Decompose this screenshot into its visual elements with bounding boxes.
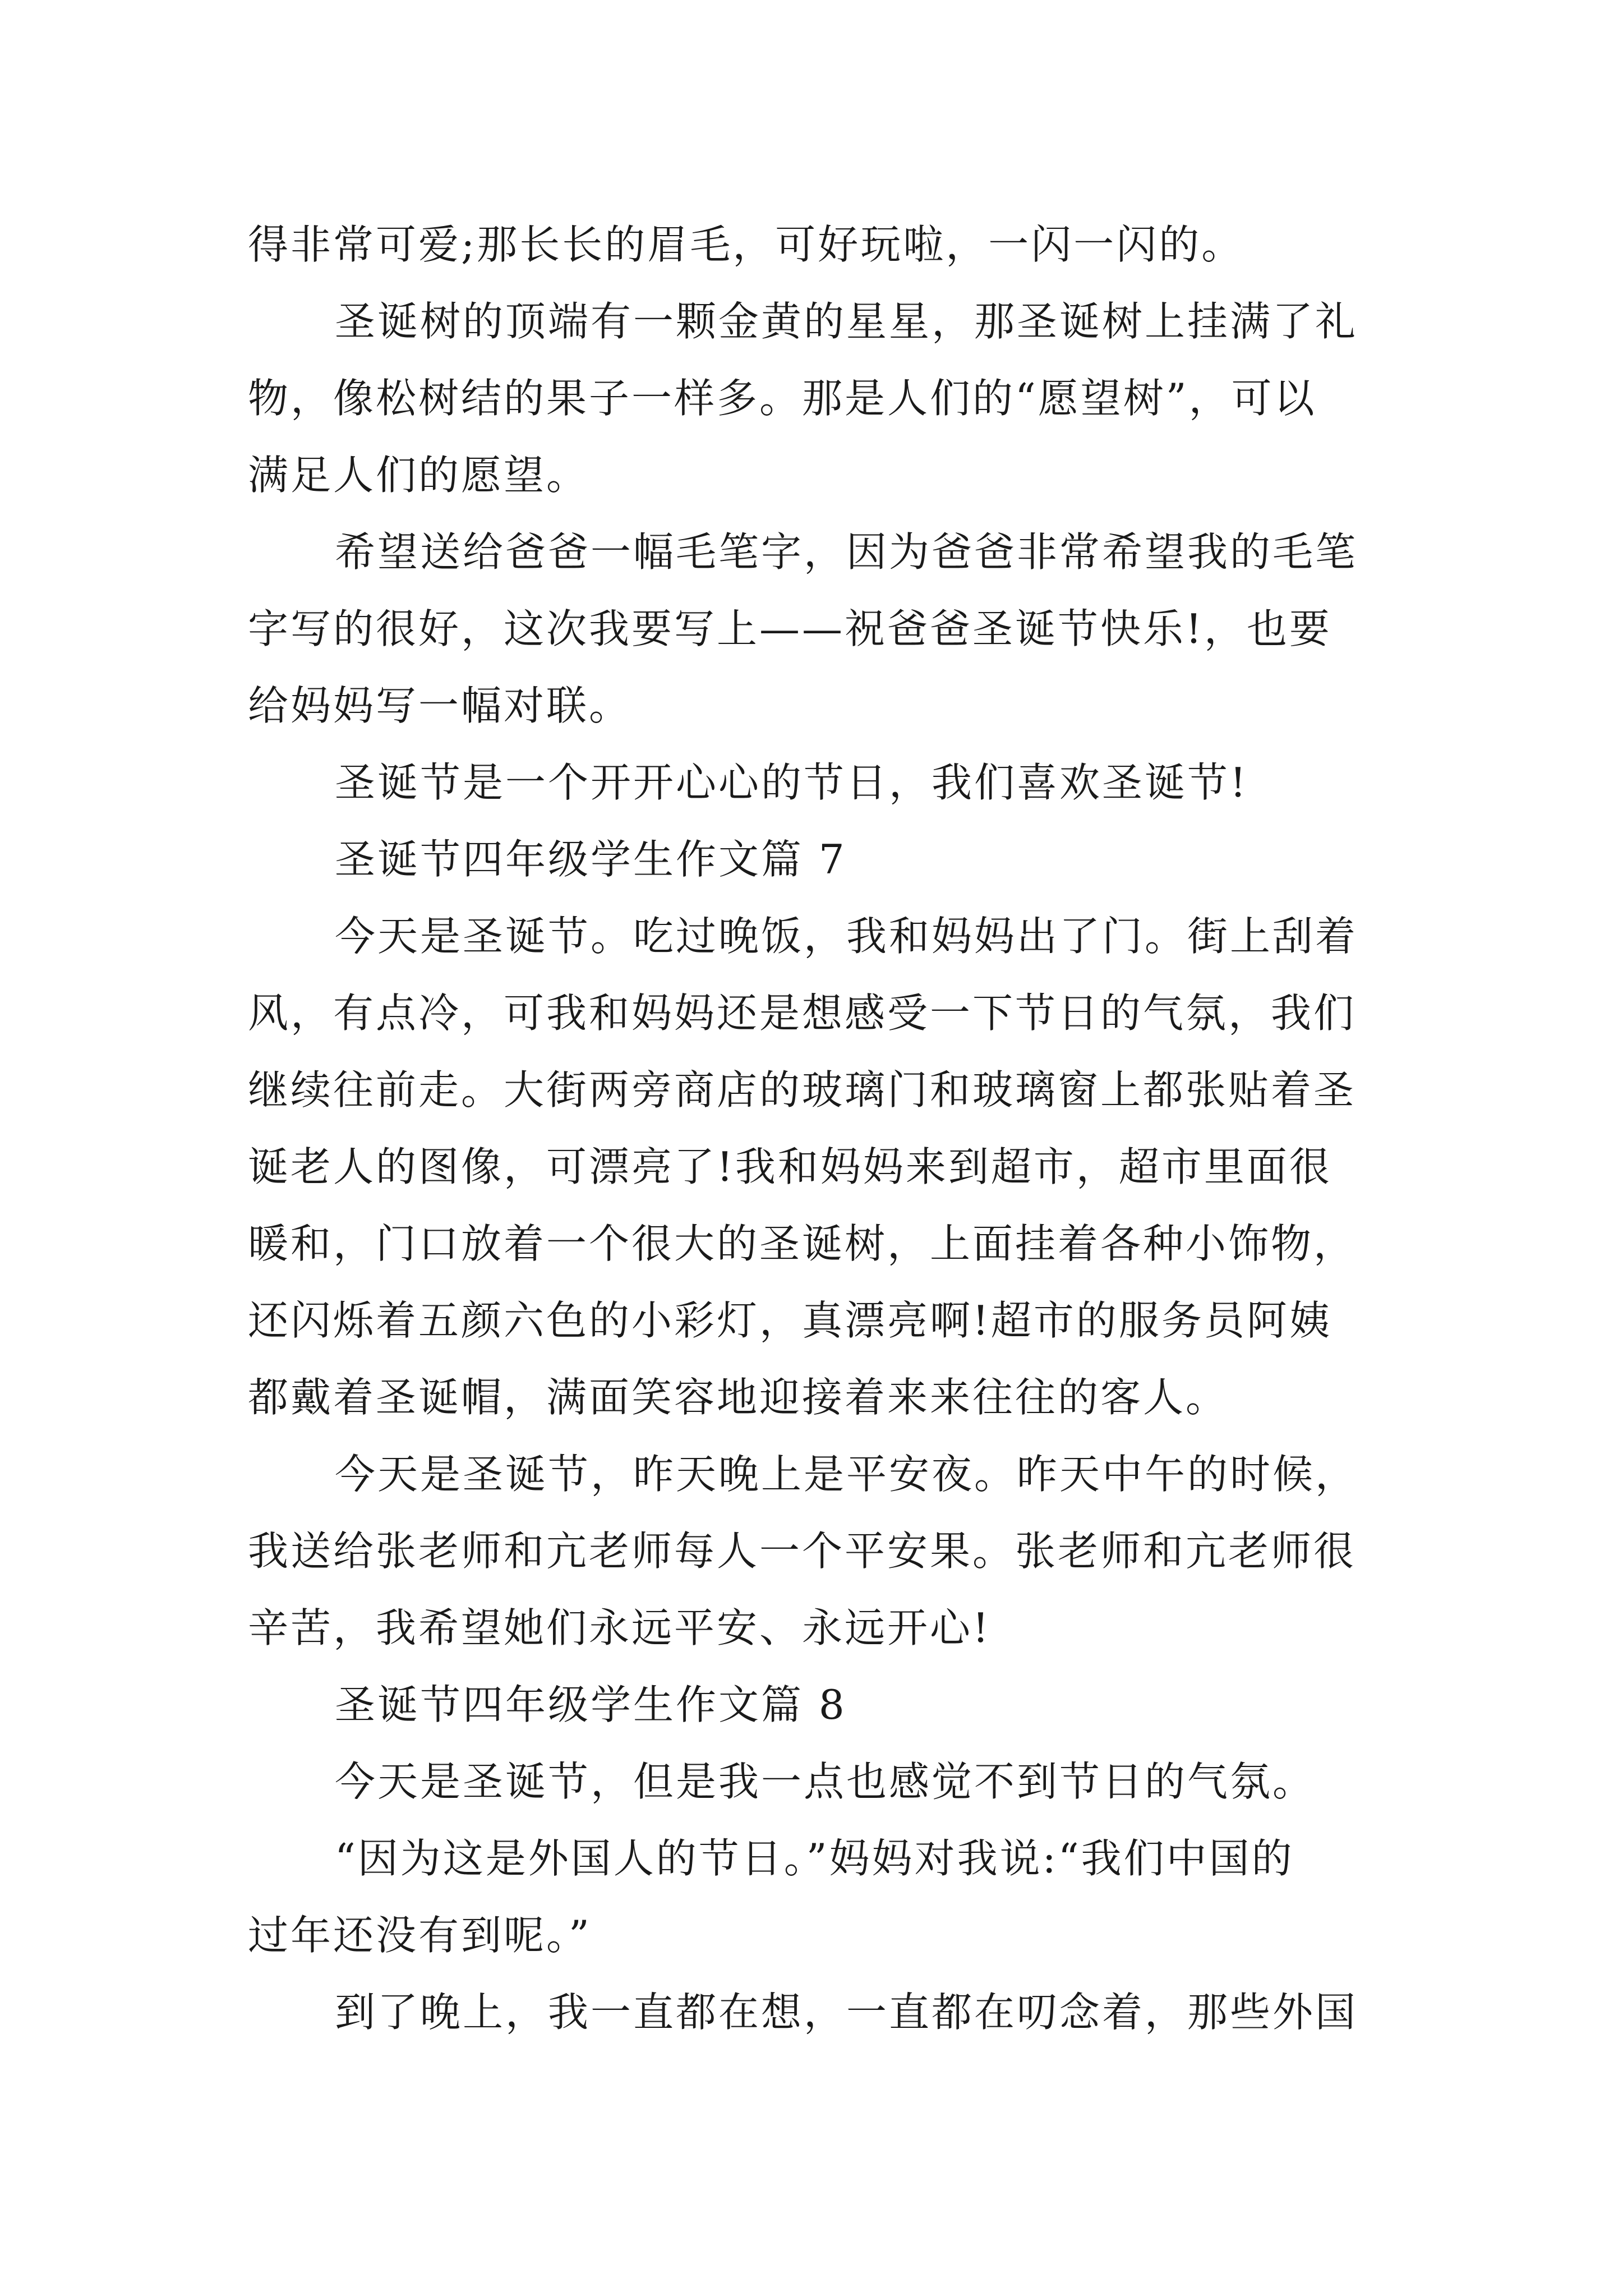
text-line: 到了晚上，我一直都在想，一直都在叨念着，那些外国 <box>335 1989 1358 2036</box>
text-line: 圣诞树的顶端有一颗金黄的星星，那圣诞树上挂满了礼 <box>335 298 1358 345</box>
text-line: 得非常可爱;那长长的眉毛，可好玩啦，一闪一闪的。 <box>248 221 1244 268</box>
text-line: 今天是圣诞节，但是我一点也感觉不到节日的气氛。 <box>335 1758 1316 1805</box>
text-line: 今天是圣诞节。吃过晚饭，我和妈妈出了门。街上刮着 <box>335 913 1358 960</box>
text-line: 我送给张老师和亢老师每人一个平安果。张老师和亢老师很 <box>248 1527 1357 1575</box>
text-line: “因为这是外国人的节日。”妈妈对我说:“我们中国的 <box>335 1835 1294 1882</box>
text-line: 今天是圣诞节，昨天晚上是平安夜。昨天中午的时候， <box>335 1451 1358 1498</box>
text-line: 字写的很好，这次我要写上——祝爸爸圣诞节快乐!，也要 <box>248 605 1332 652</box>
text-line: 风，有点冷，可我和妈妈还是想感受一下节日的气氛，我们 <box>248 990 1357 1037</box>
text-line: 继续往前走。大街两旁商店的玻璃门和玻璃窗上都张贴着圣 <box>248 1066 1357 1114</box>
text-line: 都戴着圣诞帽，满面笑容地迎接着来来往往的客人。 <box>248 1374 1229 1421</box>
text-line: 还闪烁着五颜六色的小彩灯，真漂亮啊!超市的服务员阿姨 <box>248 1297 1332 1344</box>
section-heading: 圣诞节四年级学生作文篇 7 <box>335 836 847 883</box>
text-line: 物，像松树结的果子一样多。那是人们的“愿望树”，可以 <box>248 375 1317 422</box>
document-body <box>248 206 1398 2051</box>
text-line: 过年还没有到呢。” <box>248 1912 592 1959</box>
text-line: 暖和，门口放着一个很大的圣诞树，上面挂着各种小饰物， <box>248 1220 1357 1267</box>
section-heading: 圣诞节四年级学生作文篇 8 <box>335 1681 847 1728</box>
text-line: 圣诞节是一个开开心心的节日，我们喜欢圣诞节! <box>335 759 1248 806</box>
text-line: 给妈妈写一幅对联。 <box>248 682 632 729</box>
text-line: 希望送给爸爸一幅毛笔字，因为爸爸非常希望我的毛笔 <box>335 528 1358 576</box>
text-line: 辛苦，我希望她们永远平安、永远开心! <box>248 1604 991 1651</box>
text-line: 诞老人的图像，可漂亮了!我和妈妈来到超市，超市里面很 <box>248 1143 1332 1190</box>
text-line: 满足人们的愿望。 <box>248 452 589 499</box>
